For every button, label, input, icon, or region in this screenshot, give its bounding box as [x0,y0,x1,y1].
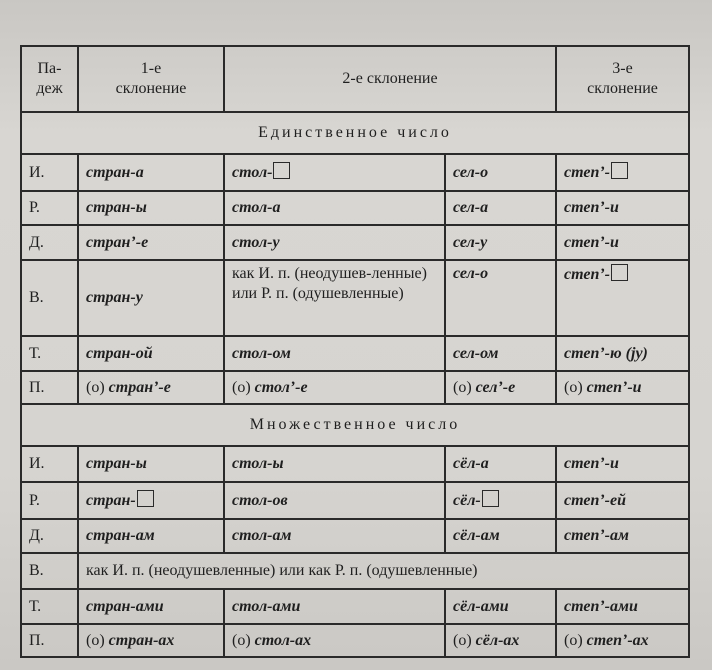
plural-decl1-form: стран-ами [86,597,164,615]
header-decl1-label: 1-е склонение [115,60,187,97]
singular-decl1-form: стран’-е [86,233,149,251]
singular-row [21,154,689,191]
singular-decl3 [556,336,689,371]
singular-decl2a-form: стол-а [232,199,281,216]
plural-decl3-form: степ’-ах [586,631,649,649]
singular-case-label: В. [21,260,78,336]
plural-case-label: И. [21,446,78,482]
plural-row [21,624,689,657]
plural-decl3 [556,482,689,519]
plural-decl2a-form: стол-ы [232,455,284,472]
plural-decl3 [556,624,689,657]
plural-row [21,589,689,624]
plural-decl2a-preposition: (о) [232,631,255,649]
singular-decl2b-form: сел-о [453,265,489,282]
plural-decl1-form: стран- [86,492,136,509]
plural-decl2b-preposition: (о) [453,631,476,649]
singular-decl2a [224,371,445,404]
plural-decl1 [78,519,224,553]
singular-decl2a [224,336,445,371]
singular-decl3-zero-ending-box [611,264,628,281]
plural-decl2a [224,624,445,657]
singular-case-label: П. [21,371,78,404]
section-singular-heading: Единственное число [21,112,689,154]
singular-case-label: Т. [21,336,78,371]
singular-decl2b-preposition: (о) [453,378,476,396]
singular-decl3-form: степ’-и [564,233,619,251]
plural-case-label: Д. [21,519,78,553]
singular-decl3-form: степ’-и [586,378,642,396]
header-case-label: Па- деж [36,60,63,97]
plural-decl2b-zero-ending-box [482,490,499,507]
singular-decl1-form: стран’-е [108,378,171,396]
singular-decl2b-form: сел-о [453,163,489,181]
section-plural-heading: Множественное число [21,404,689,446]
plural-decl2a-form: стол-ов [232,491,288,509]
singular-decl2b-form: сел-а [453,199,489,216]
singular-case-label: И. [21,154,78,191]
plural-decl2a [224,519,445,553]
plural-decl2b-form: сёл-ам [453,527,500,544]
singular-decl1-form: стран-ой [86,344,153,362]
singular-decl1 [78,154,224,191]
plural-decl2a [224,589,445,624]
plural-decl3 [556,446,689,482]
plural-decl2b [445,482,556,519]
header-decl1 [78,46,224,112]
section-singular-row [21,112,689,154]
singular-decl2a-form: стол- [232,164,273,181]
plural-decl2a-form: стол-ам [232,527,292,544]
singular-decl3 [556,154,689,191]
plural-decl1 [78,446,224,482]
singular-decl2a-preposition: (о) [232,378,255,396]
singular-decl2b-form: сел-у [453,233,488,251]
singular-decl2a-zero-ending-box [273,162,290,179]
plural-decl3-form: степ’-и [564,455,619,472]
singular-row [21,191,689,225]
singular-row [21,260,689,336]
singular-decl2a [224,191,445,225]
singular-case-label: Д. [21,225,78,260]
plural-decl2a-form: стол-ах [254,631,312,649]
plural-decl3-form: степ’-ей [564,491,626,509]
plural-decl3-form: степ’-ам [564,527,629,544]
plural-decl1 [78,589,224,624]
singular-decl2a [224,225,445,260]
plural-case-label: Т. [21,589,78,624]
singular-decl2a-form: стол-ом [232,344,291,362]
plural-decl3-preposition: (о) [564,631,587,649]
singular-decl2a-note: как И. п. (неодушев-ленные) или Р. п. (одушевленные) [224,260,445,336]
plural-decl1 [78,482,224,519]
plural-decl3-form: степ’-ами [564,597,638,615]
header-decl2 [224,46,556,112]
plural-note: как И. п. (неодушевленные) или как Р. п. (одушевленные) [78,553,689,589]
singular-decl1 [78,336,224,371]
plural-row [21,482,689,519]
singular-decl1 [78,260,224,336]
singular-decl3-form: степ’-ю (jу) [564,344,648,362]
plural-decl2b-form: сёл- [453,492,481,509]
header-case [21,46,78,112]
singular-decl2b [445,225,556,260]
plural-decl1-form: стран-ах [108,631,175,649]
singular-row [21,371,689,404]
singular-decl1-form: стран-у [86,289,143,306]
plural-case-label: П. [21,624,78,657]
plural-decl1-form: стран-ам [86,527,155,544]
singular-case-label: Р. [21,191,78,225]
plural-decl2b [445,519,556,553]
plural-decl2b-form: сёл-ах [475,631,520,649]
singular-decl3 [556,225,689,260]
singular-decl2b [445,154,556,191]
header-row [21,46,689,112]
singular-decl1 [78,191,224,225]
singular-decl2b-form: сел’-е [475,378,516,396]
plural-row [21,553,689,589]
plural-case-label: Р. [21,482,78,519]
singular-decl2b [445,336,556,371]
plural-row [21,446,689,482]
plural-decl1 [78,624,224,657]
plural-case-label: В. [21,553,78,589]
singular-decl1-form: стран-ы [86,199,147,216]
singular-decl2a-form: стол-у [232,233,280,251]
declension-table [20,45,690,658]
singular-decl3-form: степ’- [564,164,610,181]
singular-row [21,225,689,260]
singular-decl2b [445,371,556,404]
plural-decl1-form: стран-ы [86,455,147,472]
plural-decl3 [556,519,689,553]
singular-decl3 [556,371,689,404]
singular-decl2a-form: стол’-е [254,378,308,396]
header-decl3-label: 3-е склонение [587,60,658,97]
plural-decl2a-form: стол-ами [232,597,301,615]
singular-decl1-form: стран-а [86,163,144,181]
singular-decl1 [78,225,224,260]
singular-decl3 [556,191,689,225]
header-decl3 [556,46,689,112]
singular-decl2a [224,154,445,191]
singular-decl3-zero-ending-box [611,162,628,179]
table-body [21,46,689,657]
plural-decl1-preposition: (о) [86,631,109,649]
singular-decl2b [445,260,556,336]
plural-decl2b-form: сёл-а [453,455,489,472]
plural-decl2a [224,446,445,482]
header-decl2-label: 2-е склонение [342,70,438,87]
singular-decl1-preposition: (о) [86,378,109,396]
plural-decl2b [445,624,556,657]
plural-decl2b-form: сёл-ами [453,597,509,615]
plural-decl1-zero-ending-box [137,490,154,507]
singular-decl3-form: степ’-и [564,199,619,216]
plural-decl3 [556,589,689,624]
singular-row [21,336,689,371]
plural-decl2b [445,589,556,624]
singular-decl1 [78,371,224,404]
plural-decl2b [445,446,556,482]
singular-decl2b-form: сел-ом [453,344,499,362]
section-plural-row [21,404,689,446]
singular-decl2b [445,191,556,225]
singular-decl3-form: степ’- [564,266,610,283]
plural-decl2a [224,482,445,519]
singular-decl3 [556,260,689,336]
plural-row [21,519,689,553]
singular-decl3-preposition: (о) [564,378,587,396]
